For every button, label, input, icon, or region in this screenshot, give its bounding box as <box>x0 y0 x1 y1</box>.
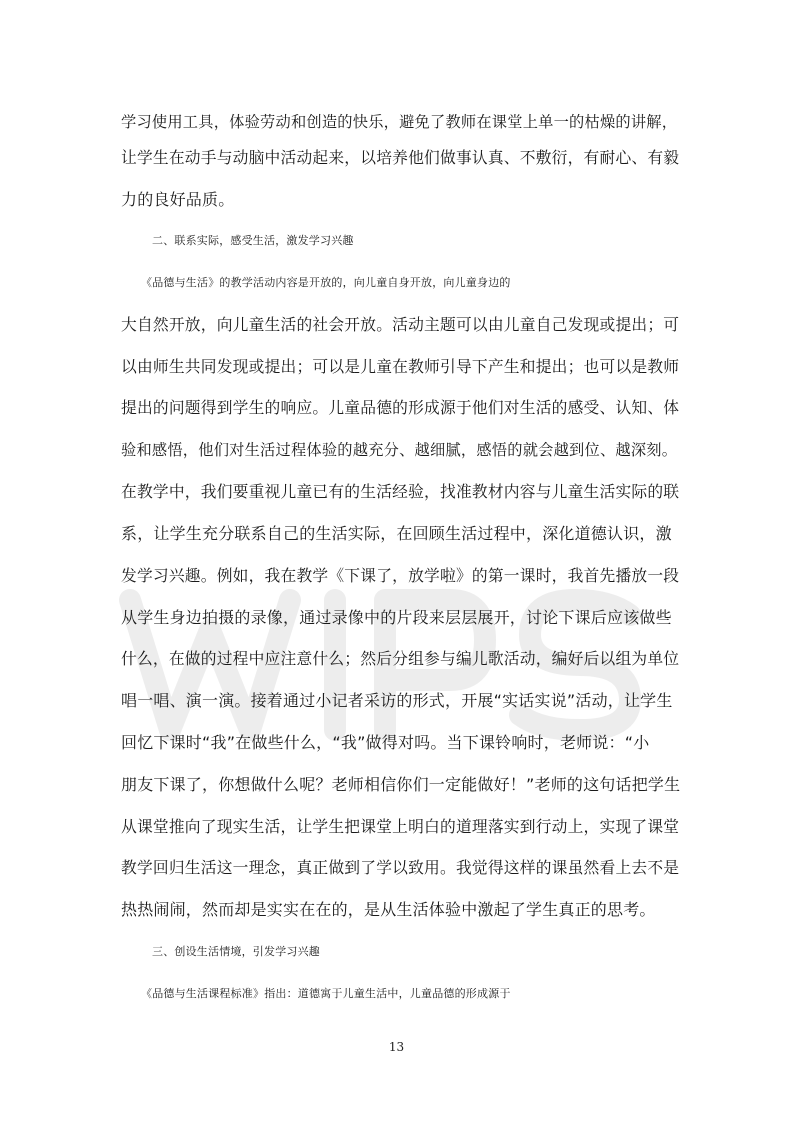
body-line-1: 学习使用工具，体验劳动和创造的快乐，避免了教师在课堂上单一的枯燥的讲解， <box>121 113 678 131</box>
body-line-11: 系，让学生充分联系自己的生活实际，在回顾生活过程中，深化道德认识，激 <box>121 524 672 543</box>
body-line-5: 《品德与生活》的教学活动内容是开放的，向儿童自身开放，向儿童身边的 <box>141 276 511 289</box>
section-heading-3: 三、创设生活情境，引发学习兴趣 <box>152 945 320 958</box>
body-line-14: 什么，在做的过程中应注意什么；然后分组参与编儿歌活动，编好后以组为单位 <box>121 649 680 668</box>
section-heading-2: 二、联系实际，感受生活，激发学习兴趣 <box>152 234 354 247</box>
body-line-12: 发学习兴趣。例如，我在教学《下课了，放学啦》的第一课时，我首先播放一段 <box>121 566 680 585</box>
body-line-19: 教学回归生活这一理念，真正做到了学以致用。我觉得这样的课虽然看上去不是 <box>121 858 680 877</box>
body-line-6: 大自然开放，向儿童生活的社会开放。活动主题可以由儿童自己发现或提出；可 <box>121 315 680 334</box>
body-line-16: 回忆下课时“我”在做些什么，“我”做得对吗。当下课铃响时，老师说：“小 <box>121 733 650 752</box>
body-line-18: 从课堂推向了现实生活，让学生把课堂上明白的道理落实到行动上，实现了课堂 <box>121 817 680 836</box>
body-line-9: 验和感悟，他们对生活过程体验的越充分、越细腻，感悟的就会越到位、越深刻。 <box>121 441 678 459</box>
body-line-13: 从学生身边拍摄的录像，通过录像中的片段来层层展开，讨论下课后应该做些 <box>121 608 672 627</box>
body-line-10: 在教学中，我们要重视儿童已有的生活经验，找准教材内容与儿童生活实际的联 <box>121 482 680 501</box>
body-line-3: 力的良好品质。 <box>121 190 235 209</box>
body-line-17: 朋友下课了，你想做什么呢？老师相信你们一定能做好！”老师的这句话把学生 <box>121 775 681 794</box>
body-line-2: 让学生在动手与动脑中活动起来，以培养他们做事认真、不敷衍，有耐心、有毅 <box>121 148 680 167</box>
body-line-8: 提出的问题得到学生的响应。儿童品德的形成源于他们对生活的感受、认知、体 <box>121 398 680 417</box>
page-number: 13 <box>388 1040 405 1054</box>
body-line-15: 唱一唱、演一演。接着通过小记者采访的形式，开展“实话实说”活动，让学生 <box>121 691 673 710</box>
body-line-7: 以由师生共同发现或提出；可以是儿童在教师引导下产生和提出；也可以是教师 <box>121 357 680 376</box>
body-line-22: 《品德与生活课程标准》指出：道德寓于儿童生活中，儿童品德的形成源于 <box>141 987 511 1000</box>
body-line-20: 热热闹闹，然而却是实实在在的，是从生活体验中激起了学生真正的思考。 <box>121 900 656 919</box>
